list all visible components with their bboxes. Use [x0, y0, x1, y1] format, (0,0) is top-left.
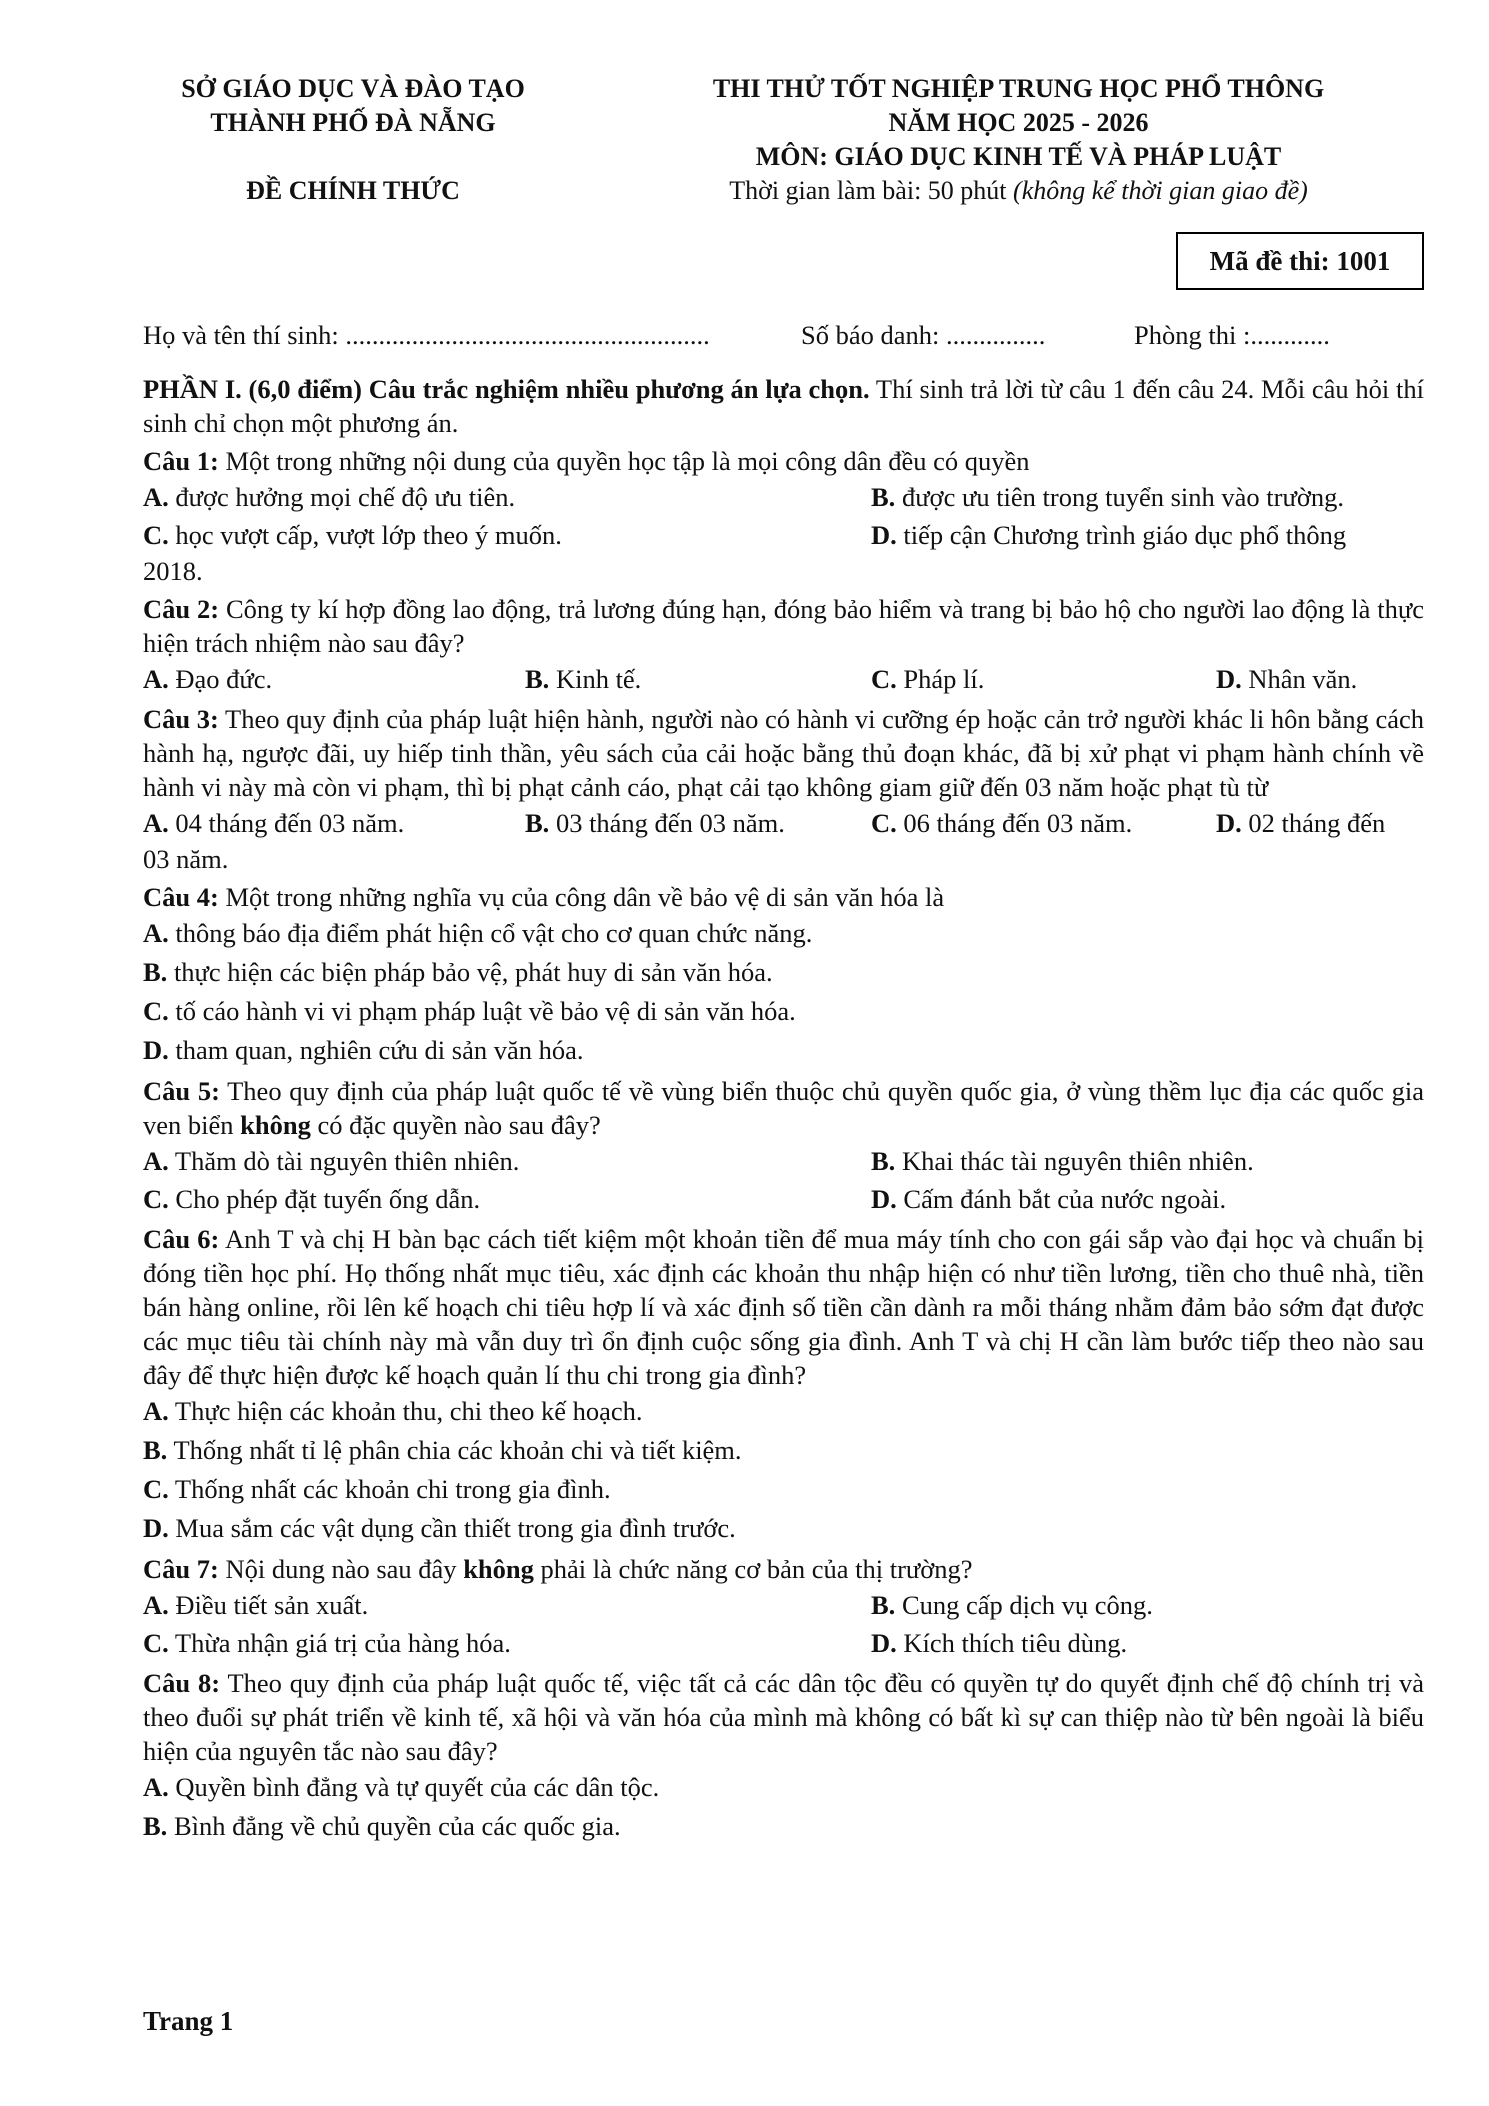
option-a: A. Điều tiết sản xuất. [143, 1590, 369, 1620]
question-1: Câu 1: Một trong những nội dung của quyền học tập là mọi công dân đều có quyền [143, 446, 1030, 476]
option-d: D. Cấm đánh bắt của nước ngoài. [871, 1184, 1227, 1214]
section-header: PHẦN I. (6,0 điểm) Câu trắc nghiệm nhiều phương án lựa chọn. Thí sinh trả lời từ câu 1 đến câu 24. Mỗi câu hỏi thí sinh chỉ chọn một phương án. [143, 374, 1424, 438]
option-b: B. Khai thác tài nguyên thiên nhiên. [871, 1146, 1254, 1176]
official-label: ĐỀ CHÍNH THỨC [246, 176, 460, 205]
city-name: THÀNH PHỐ ĐÀ NẴNG [210, 108, 496, 137]
option-d: D. Nhân văn. [1216, 664, 1358, 694]
candidate-number-field: Số báo danh: ............... [801, 320, 1046, 350]
question-1-options [143, 478, 1424, 554]
option-d: D. Kích thích tiêu dùng. [871, 1628, 1128, 1658]
option-b: B. Cung cấp dịch vụ công. [871, 1590, 1153, 1620]
question-7: Câu 7: Nội dung nào sau đây không phải là chức năng cơ bản của thị trường? [143, 1554, 973, 1584]
question-3-options [143, 804, 1424, 842]
option-c: C. Thống nhất các khoản chi trong gia đình. [143, 1474, 611, 1504]
department-name: SỞ GIÁO DỤC VÀ ĐÀO TẠO [181, 74, 525, 103]
option-b: B. Bình đẳng về chủ quyền của các quốc gia. [143, 1811, 621, 1841]
option-b: B. 03 tháng đến 03 năm. [525, 808, 785, 838]
option-a: A. Thăm dò tài nguyên thiên nhiên. [143, 1146, 520, 1176]
option-d: D. 02 tháng đến [1216, 808, 1386, 838]
option-c: C. tố cáo hành vi vi phạm pháp luật về bảo vệ di sản văn hóa. [143, 996, 796, 1026]
question-2: Câu 2: Công ty kí hợp đồng lao động, trả lương đúng hạn, đóng bảo hiểm và trang bị bảo hộ cho người lao động là thực hiện trách nhiệm nào sau đây? [143, 594, 1424, 658]
exam-page [143, 72, 1424, 1846]
question-2-options [143, 660, 1424, 698]
option-b: B. Thống nhất tỉ lệ phân chia các khoản chi và tiết kiệm. [143, 1435, 742, 1465]
header-right [613, 72, 1424, 208]
candidate-info [143, 316, 1424, 362]
option-d-continued: 03 năm. [143, 844, 229, 874]
option-a: A. Quyền bình đẳng và tự quyết của các dân tộc. [143, 1772, 660, 1802]
option-a: A. được hưởng mọi chế độ ưu tiên. [143, 482, 516, 512]
question-8: Câu 8: Theo quy định của pháp luật quốc tế, việc tất cả các dân tộc đều có quyền tự do quyết định chế độ chính trị và theo đuổi sự phát triển về kinh tế, xã hội và văn hóa của mình mà không có bất kì sự can thiệp nào từ bên ngoài là biểu hiện của nguyên tắc nào sau đây? [143, 1668, 1424, 1766]
header-left [143, 72, 563, 208]
option-d: D. Mua sắm các vật dụng cần thiết trong gia đình trước. [143, 1513, 736, 1543]
exam-title: THI THỬ TỐT NGHIỆP TRUNG HỌC PHỔ THÔNG [712, 74, 1325, 103]
question-7-options [143, 1586, 1424, 1662]
option-b: B. được ưu tiên trong tuyển sinh vào trường. [871, 482, 1344, 512]
question-4: Câu 4: Một trong những nghĩa vụ của công dân về bảo vệ di sản văn hóa là [143, 882, 945, 912]
option-c: C. học vượt cấp, vượt lớp theo ý muốn. [143, 520, 562, 550]
exam-header [143, 72, 1424, 276]
question-5: Câu 5: Theo quy định của pháp luật quốc tế về vùng biển thuộc chủ quyền quốc gia, ở vùng thềm lục địa các quốc gia ven biển không có đặc quyền nào sau đây? [143, 1076, 1425, 1140]
option-d: D. tiếp cận Chương trình giáo dục phổ thông [871, 520, 1347, 550]
room-field: Phòng thi :............ [1134, 320, 1330, 350]
option-b: B. Kinh tế. [525, 664, 642, 694]
question-5-options [143, 1142, 1424, 1218]
subject: MÔN: GIÁO DỤC KINH TẾ VÀ PHÁP LUẬT [755, 142, 1282, 171]
option-a: A. Đạo đức. [143, 664, 273, 694]
option-c: C. Pháp lí. [871, 664, 985, 694]
school-year: NĂM HỌC 2025 - 2026 [888, 108, 1149, 137]
option-a: A. 04 tháng đến 03 năm. [143, 808, 405, 838]
option-b: B. thực hiện các biện pháp bảo vệ, phát huy di sản văn hóa. [143, 957, 773, 987]
question-3: Câu 3: Theo quy định của pháp luật hiện hành, người nào có hành vi cưỡng ép hoặc cản trở người khác li hôn bằng cách hành hạ, ngược đãi, uy hiếp tinh thần, yêu sách của cải hoặc bằng thủ đoạn khác, đã bị xử phạt vi phạm hành chính về hành vi này mà còn vi phạm, thì bị phạt cảnh cáo, phạt cải tạo không giam giữ đến 03 năm hoặc phạt tù từ [143, 704, 1424, 802]
option-c: C. Cho phép đặt tuyến ống dẫn. [143, 1184, 481, 1214]
option-c: C. Thừa nhận giá trị của hàng hóa. [143, 1628, 511, 1658]
page-number: Trang 1 [143, 2006, 234, 2036]
exam-code-box: Mã đề thi: 1001 [1176, 232, 1424, 290]
time-note: (không kể thời gian giao đề) [1013, 176, 1308, 205]
option-c: C. 06 tháng đến 03 năm. [871, 808, 1133, 838]
option-d-continued: 2018. [143, 556, 203, 586]
option-d: D. tham quan, nghiên cứu di sản văn hóa. [143, 1035, 584, 1065]
time-limit: Thời gian làm bài: 50 phút (không kể thời gian giao đề) [729, 176, 1308, 205]
question-6: Câu 6: Anh T và chị H bàn bạc cách tiết kiệm một khoản tiền để mua máy tính cho con gái sắp vào đại học và chuẩn bị đóng tiền học phí. Họ thống nhất mục tiêu, xác định các khoản thu nhập hiện có như tiền lương, tiền cho thuê nhà, tiền bán hàng online, rồi lên kế hoạch chi tiêu hợp lí và xác định số tiền cần dành ra mỗi tháng nhằm đảm bảo sớm đạt được các mục tiêu tài chính này mà vẫn duy trì ổn định cuộc sống gia đình. Anh T và chị H cần làm bước tiếp theo nào sau đây để thực hiện được kế hoạch quản lí thu chi trong gia đình? [143, 1224, 1424, 1390]
option-a: A. Thực hiện các khoản thu, chi theo kế hoạch. [143, 1396, 643, 1426]
candidate-name-field: Họ và tên thí sinh: ....................................................... [143, 320, 710, 350]
option-a: A. thông báo địa điểm phát hiện cổ vật cho cơ quan chức năng. [143, 918, 813, 948]
